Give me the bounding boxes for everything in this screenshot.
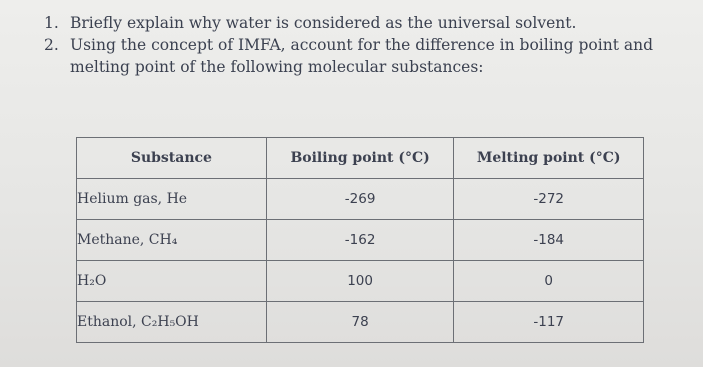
question-number: 1. [44,14,59,32]
table-row [77,179,644,220]
table-row [77,302,644,343]
table-row [77,261,644,302]
cell-boiling-point: 100 [266,261,454,302]
cell-boiling-point: -162 [266,220,454,261]
header-substance: Substance [77,138,267,179]
cell-substance: Methane, CH₄ [77,220,267,261]
cell-melting-point: -272 [454,179,644,220]
question-text: Using the concept of IMFA, account for the difference in boiling point and melting point of the following molecular substances: [70,36,653,76]
question-1 [44,12,694,34]
table-row [77,220,644,261]
table-header-row [77,138,644,179]
header-boiling-point: Boiling point (°C) [266,138,454,179]
substances-table [76,137,644,343]
cell-substance: Helium gas, He [77,179,267,220]
cell-melting-point: -184 [454,220,644,261]
question-number: 2. [44,36,59,54]
cell-substance: Ethanol, C₂H₅OH [77,302,267,343]
cell-boiling-point: 78 [266,302,454,343]
question-2 [44,34,694,78]
cell-melting-point: -117 [454,302,644,343]
header-melting-point: Melting point (°C) [454,138,644,179]
cell-boiling-point: -269 [266,179,454,220]
cell-substance: H₂O [77,261,267,302]
question-list [44,12,694,78]
question-text: Briefly explain why water is considered as the universal solvent. [70,14,577,32]
cell-melting-point: 0 [454,261,644,302]
